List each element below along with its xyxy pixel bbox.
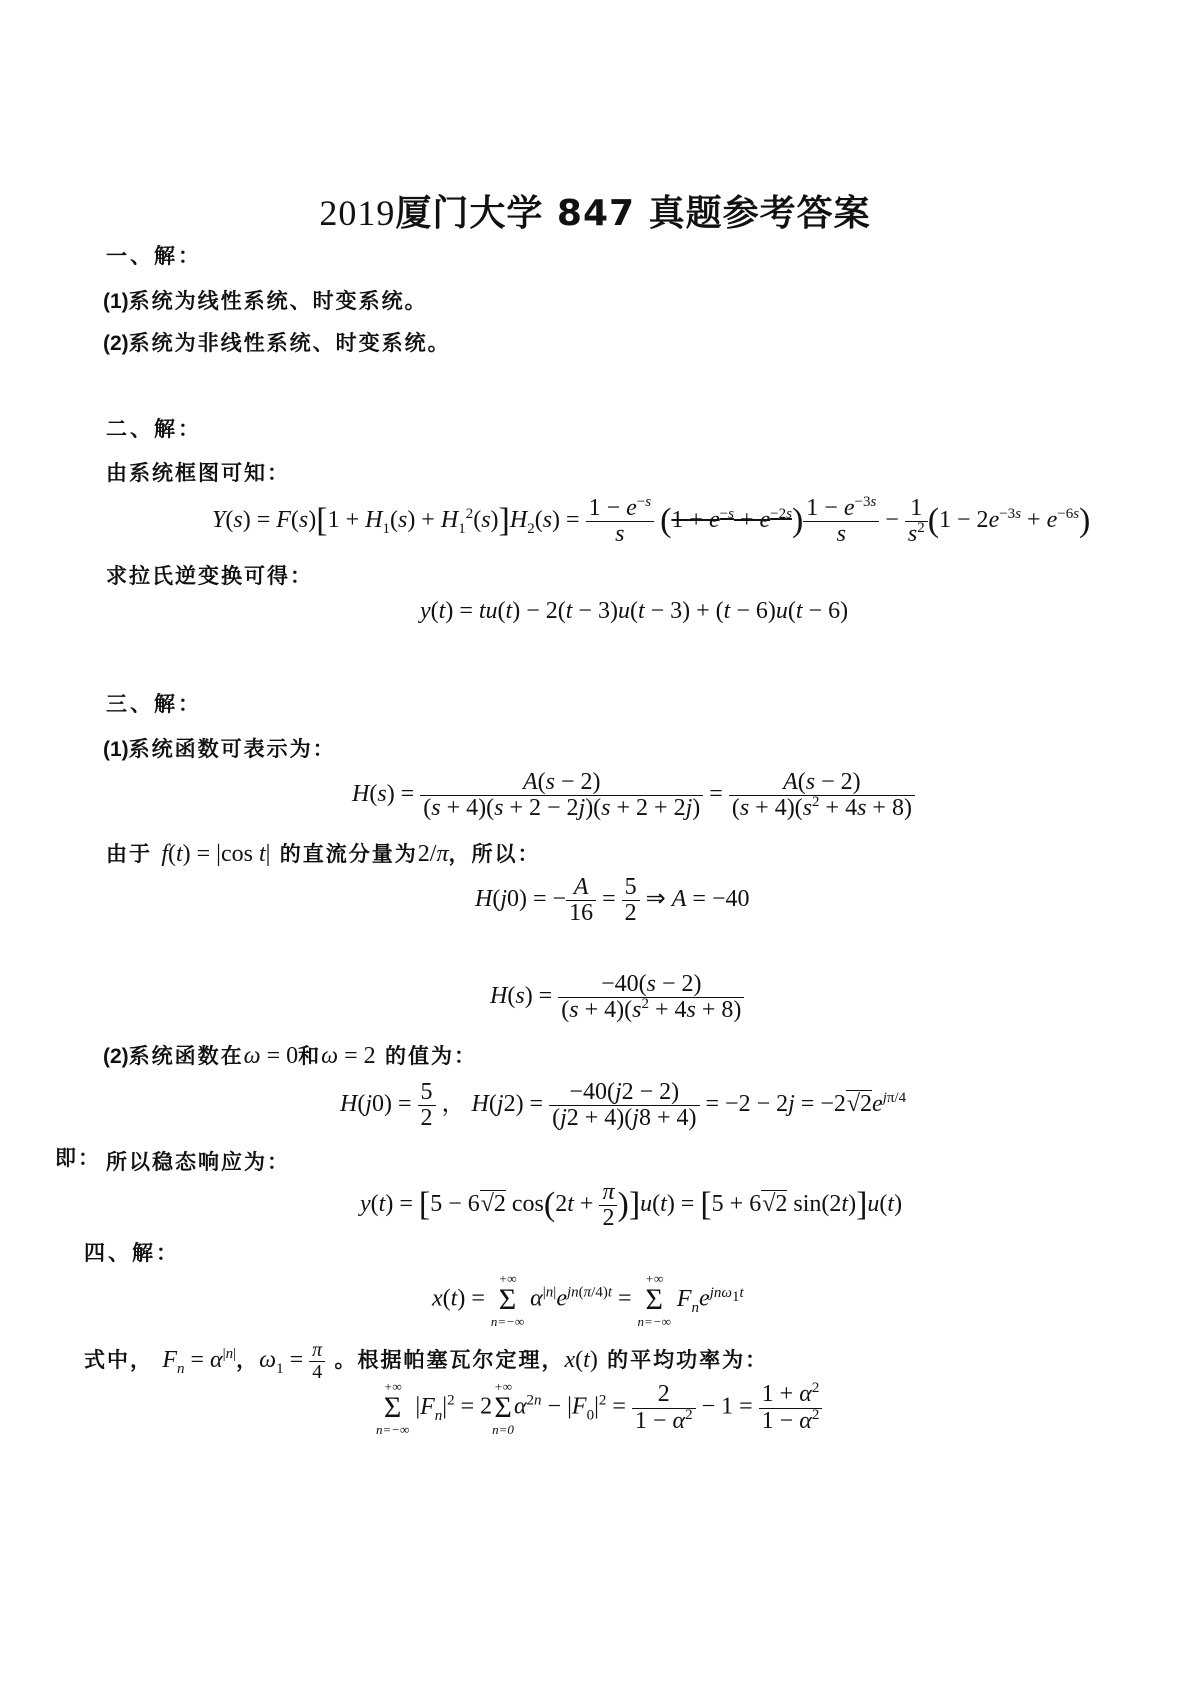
section-4-heading: 四、解：	[84, 1241, 180, 1265]
section-3-heading: 三、解：	[106, 692, 202, 716]
section-2-inverse-laplace: 求拉氏逆变换可得：	[106, 564, 313, 588]
part-2-and: 和	[298, 1044, 322, 1068]
part-1-number: (1)	[103, 738, 129, 761]
steady-state-text: 所以稳态响应为：	[106, 1150, 290, 1174]
section-2-intro: 由系统框图可知：	[106, 461, 290, 485]
section-2-heading: 二、解：	[106, 417, 202, 441]
dc-text-mid: 的直流分量为	[279, 842, 418, 866]
line-2-text: 系统为非线性系统、时变系统。	[128, 331, 451, 355]
section-1-line-1	[103, 285, 428, 315]
equation-x-of-t: x(t) = +∞ Σ n=−∞ $\alpha^{|n|}e^{jn(\pi/4)t}$ = +∞ Σ n=−∞ $F_ne^{jn\omega_1t}$	[432, 1271, 744, 1329]
section-1-line-2	[103, 327, 451, 357]
equation-y-of-t: y(t) = tu(t) − 2(t − 3)u(t − 3) + (t − 6)u(t − 6)	[420, 598, 849, 624]
line-2-number: (2)	[103, 332, 129, 355]
ji-label: 即：	[55, 1146, 101, 1170]
section-4-where-line: 式中， $F_n = \alpha^{|n|}$，$\omega_1$ = $\frac{\pi}{4}$ 。根据帕塞瓦尔定理，x(t) 的平均功率为：	[84, 1339, 769, 1383]
where-comma: ，	[236, 1348, 260, 1373]
title-text: 厦门大学 847 真题参考答案	[395, 193, 871, 234]
parseval-text: 。根据帕塞瓦尔定理，	[334, 1348, 565, 1373]
line-1-number: (1)	[103, 290, 129, 313]
title-year: 2019	[319, 193, 396, 233]
equation-H-of-s-final: H(s) = $\frac{-40(s - 2)}{(s + 4)(s^2 + 4s + 8)}$	[490, 972, 744, 1023]
equation-H-values: H(j0) = $\frac{5}{2}$ ， H(j2) = $\frac{-40(j2 - 2)}{(j2 + 4)(j8 + 4)}$ = $-2 - 2j = -2√2e^{j\pi/4}$	[340, 1079, 907, 1132]
part-2-number: (2)	[103, 1045, 129, 1068]
where-text: 式中，	[84, 1348, 153, 1373]
part-2-post: 的值为：	[384, 1044, 477, 1068]
dc-text-post: ，所以：	[448, 842, 541, 866]
avg-power-text: 的平均功率为：	[607, 1348, 769, 1373]
section-1-heading: 一、解：	[106, 244, 202, 268]
equation-H-j0: H(j0) = − $\frac{A}{16}$ = $\frac{5}{2}$ ⇒ A = −40	[475, 874, 750, 927]
equation-steady-state: y(t) = [5 − 6√2 cos(2t + $\frac{\pi}{2}$ )]u(t) = [5 + 6√2 sin(2t)]u(t)	[360, 1179, 903, 1232]
page-title	[0, 185, 1190, 236]
equation-Y-of-s: $Y(s) = F(s)[1 + H_1(s) + H_1^2(s)]H_2(s)$ = $\frac{1 - e^{-s}}{s}$ $(1 + e^{-s} + e^{-2s})$ $\frac{1 - e^{-3s}}{s}$ − $\frac{1}{s^2}$ $(1 - 2e^{-3s} + e^{-6s})$	[212, 494, 1091, 548]
dc-component-line: 由于 f(t) = |cos t| 的直流分量为2/π，所以：	[106, 841, 541, 867]
part-1-text: 系统函数可表示为：	[128, 737, 336, 761]
part-2-pre: 系统函数在	[128, 1044, 244, 1068]
section-3-part-1	[103, 733, 336, 763]
dc-text-pre: 由于	[106, 842, 152, 866]
equation-average-power: +∞ Σ n=−∞ $|F_n|^2 = 2$ +∞ Σ n=0 $\alpha^{2n} - |F_0|^2$ = $\frac{2}{1 - \alpha^2}$ − 1 = $\frac{1 + \alpha^2}{1 - \alpha^2}$	[376, 1380, 822, 1436]
line-1-text: 系统为线性系统、时变系统。	[128, 289, 428, 313]
equation-H-of-s: H(s) = $\frac{A(s - 2)}{(s + 4)(s + 2 - 2j)(s + 2 + 2j)}$ = $\frac{A(s - 2)}{(s + 4)(s^2 + 4s + 8)}$	[352, 770, 915, 821]
section-3-part-2: (2)系统函数在ω = 0和ω = 2 的值为：	[103, 1043, 477, 1069]
